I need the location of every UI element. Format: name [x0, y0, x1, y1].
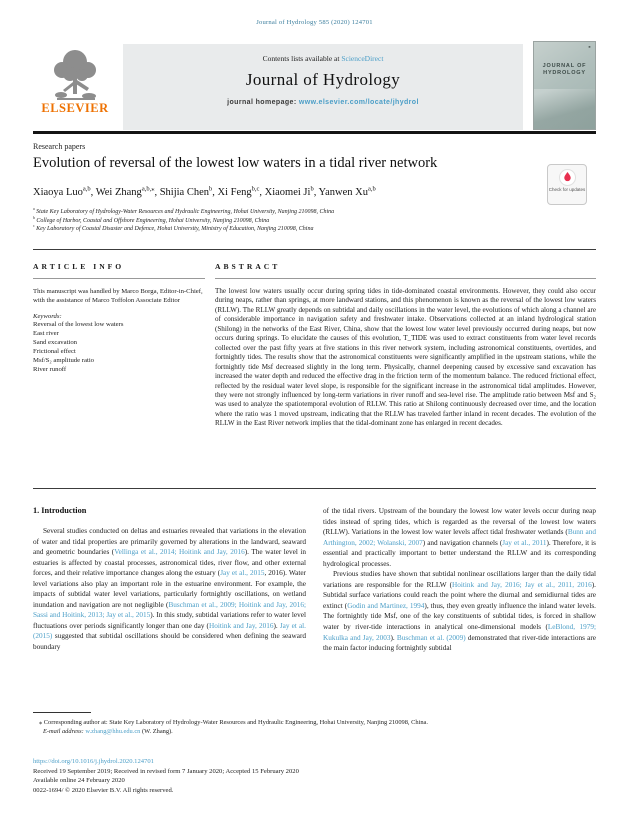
info-bottom-rule — [33, 488, 596, 489]
citation-link[interactable]: LeBlond, 1979; Kukulka and Jay, 2003 — [323, 623, 596, 642]
citation-link[interactable]: Buschman et al., 2009; Hoitink and Jay, 2016; Sassi and Hoitink, 2013; Jay et al., 2015 — [33, 600, 306, 620]
cover-top-mark: ■ — [588, 45, 591, 49]
cover-title: JOURNAL OF HYDROLOGY — [542, 63, 587, 76]
affiliations — [33, 208, 334, 234]
intro-paragraph: Several studies conducted on deltas and estuaries revealed that variations in the elevation of water and tidal properties are primarily governed by alterations in the landward, seaward and geometric boundaries (Vellinga et al., 2014; Hoitink and Jay, 2016). The water level in estuaries is affected by coastal processes, astronomical tides, river flow, and other external forces, and their relative importance changes along the estuary (Jay et al., 2015, 2016). Water level variations also play an important role in the estuarine environment. For example, the impacts of subtidal water level variations, particularly fortnightly oscillations, on wetland inundation and navigation are not negligible (Buschman et al., 2009; Hoitink and Jay, 2016; Sassi and Hoitink, 2013; Jay et al., 2015). In this study, subtidal variations refer to water level fluctuations over periods significantly longer than one day (Hoitink and Jay, 2016). Jay et al. (2015) suggested that subtidal oscillations should be considered when defining the seaward boundary — [33, 527, 306, 652]
elsevier-logo[interactable] — [33, 44, 117, 130]
keywords-label: Keywords: — [33, 313, 62, 320]
copyright-line: 0022-1694/ © 2020 Elsevier B.V. All rights reserved. — [33, 786, 174, 794]
abstract-text: The lowest low waters usually occur during spring tides in tide-dominated coastal environments. However, they could also occur during neaps, rather than springs, at more landward stations, and this phenomenon is known as the reversal of the lowest low waters (RLLW). The RLLW greatly depends on subtidal and daily oscillations in the water level, the evolutions of which along a channel are of considerable importance in navigation safety and freshwater intake. Observations collected at an inland hydrological station (Shilong) in the networks of the East River, China, show that the lowest low water level previously occurred during neaps, but now occurs during springs. To elucidate the causes of this evolution, T_TIDE was used to extract constituents from water level records collected over the past fifty years at five stations in this river network system, including astronomical constituents, overtides, and fortnightly tides. The results show that the astronomical constituents were significantly amplified in the upstream stations, while the fortnightly tide Msf decreased slightly in the long term. Physically, channel deepening caused by excessive sand excavation has increased the water depth and reduced the effective drag in the friction term of the momentum balance. The reduced frictional effect, reflected by the residual water level slope, is responsible for the significant increase in the astronomical tidal amplitudes. However, they were not strongly influenced by long-term variations in river runoff and sea-level rise. The amplitude ratio between Msf and S₂ was used to analyze the spatiotemporal evolution of RLLW. This ratio at Shilong continuously decreased over time, and the location where the ratio was 1 moved upstream, indicating that the RLLW has traveled farther inland in recent decades. The evolution of the RLLW in the East River network implies that the tidal-dominant zone has enlarged in recent decades. — [215, 287, 596, 428]
homepage-line — [123, 99, 523, 106]
citation-link[interactable]: Godin and Martinez, 1994 — [347, 601, 425, 610]
available-line: Available online 24 February 2020 — [33, 777, 125, 785]
email-suffix: (W. Zhang). — [140, 728, 173, 735]
article-title: Evolution of reversal of the lowest low waters in a tidal river network — [33, 155, 438, 171]
journal-banner — [123, 44, 523, 130]
citation-link[interactable]: Jay et al., 2015 — [220, 569, 265, 578]
handled-by-note: This manuscript was handled by Marco Borga, Editor-in-Chief, with the assistance of Marco Toffolon Associate Editor — [33, 288, 203, 304]
author-affiliation-sup: a,b — [82, 185, 91, 193]
corresponding-author-note: ⁎ Corresponding author at: State Key Laboratory of Hydrology-Water Resources and Hydraulic Engineering, Hohai University, Nanjing 210098, China. — [39, 719, 428, 726]
email-link[interactable]: w.zhang@hhu.edu.cn — [85, 728, 141, 735]
keyword-item: Sand excavation — [33, 339, 78, 346]
author-affiliation-sup: b — [209, 185, 213, 193]
masthead — [33, 44, 596, 130]
journal-title: Journal of Hydrology — [245, 70, 401, 89]
affiliation-c-text: Key Laboratory of Coastal Disaster and Defence, Hohai University, Ministry of Education, Nanjing 210098, China — [34, 226, 314, 233]
citation-link[interactable]: Bunn and Arthington, 2002; Wolanski, 2007 — [323, 528, 596, 547]
intro-paragraph-continuation: of the tidal rivers. Upstream of the boundary the lowest low water levels occur during neap tides instead of spring tides, which is regarded as the reversal of the lowest low waters (RLLW). Variations in the lowest low water levels affect tidal freshwater wetlands (Bunn and Arthington, 2002; Wolanski, 2007) and navigation channels (Jay et al., 2011). Therefore, it is essential and practically important to better understand the RLLW and its corresponding hydrological processes. — [323, 507, 596, 568]
authors-line: Xiaoya Luo$^{a,b}$, Wei Zhang$^{a,b,⁎}$, Shijia Chen$^b$, Xi Feng$^{b,c}$, Xiaomei Ji$^b$, Yanwen Xu$^{a,b}$ — [33, 185, 376, 198]
elsevier-tree-icon — [49, 46, 101, 102]
citation-link[interactable]: Hoitink and Jay, 2016; Jay et al., 2011, 2016 — [452, 580, 592, 589]
introduction-heading: 1. Introduction — [33, 506, 87, 515]
author-affiliation-sup: b,c — [251, 185, 260, 193]
citation-link[interactable]: Hoitink and Jay, 2016 — [208, 621, 274, 630]
keyword-item: River runoff — [33, 366, 67, 373]
abstract-heading: ABSTRACT — [215, 262, 281, 271]
article-info-rule — [33, 278, 205, 279]
email-label: E-mail address: — [43, 728, 84, 735]
author-affiliation-sup: a,b — [367, 185, 376, 193]
affiliation-c-sup: c — [33, 224, 35, 229]
abstract-rule — [215, 278, 596, 279]
author-affiliation-sup: a,b,⁎ — [141, 185, 155, 193]
check-for-updates-badge[interactable] — [547, 164, 587, 205]
sciencedirect-link[interactable]: ScienceDirect — [341, 54, 384, 63]
author-affiliation-sup: b — [310, 185, 314, 193]
email-line — [33, 727, 596, 736]
affiliation-a — [33, 208, 334, 217]
keyword-item: Msf/S₂ amplitude ratio — [33, 357, 95, 364]
citation-link[interactable]: Jay et al., 2011 — [502, 538, 547, 547]
homepage-prefix: journal homepage: — [227, 99, 299, 106]
keyword-item: East river — [33, 330, 59, 337]
journal-cover-thumbnail[interactable] — [533, 41, 596, 130]
citation-link[interactable]: Vellinga et al., 2014; Hoitink and Jay, 2016 — [114, 548, 245, 557]
received-line: Received 19 September 2019; Received in revised form 7 January 2020; Accepted 15 February 2020 — [33, 767, 299, 775]
cover-art — [534, 89, 595, 129]
citation-link[interactable]: Jay et al. (2015) — [33, 621, 306, 641]
intro-paragraph: Previous studies have shown that subtidal nonlinear oscillations larger than the daily tidal variations are responsible for the RLLW (Hoitink and Jay, 2016; Jay et al., 2011, 2016). Subtidal surface variations could reach the point where the diurnal and semidiurnal tides are extinct (Godin and Martinez, 1994), thus, they even greatly influence the inland water levels. The fortnightly tide Msf, one of the key constituents of subtidal tides, is forced in shallow water by river-tide interactions in analytical one-dimensional models (LeBlond, 1979; Kukulka and Jay, 2003). Buschman et al. (2009) demonstrated that river-tide interactions are the main factor inducing fortnightly subtidal — [323, 570, 596, 653]
abstract-column — [215, 253, 596, 429]
section-label: Research papers — [33, 142, 86, 151]
keyword-item: Frictional effect — [33, 348, 76, 355]
body-right-column — [323, 506, 596, 654]
update-drop-icon — [562, 171, 573, 184]
homepage-link[interactable]: www.elsevier.com/locate/jhydrol — [298, 99, 419, 106]
masthead-rule — [33, 131, 596, 134]
affiliation-b-text: College of Harbor, Coastal and Offshore Engineering, Hohai University, Nanjing 210098, China — [34, 217, 270, 224]
affiliation-b-sup: b — [33, 215, 35, 220]
footnote-block — [33, 712, 596, 736]
affiliation-a-sup: a — [33, 207, 35, 211]
body-left-column — [33, 506, 306, 653]
update-circle — [559, 169, 576, 186]
footnote-divider — [33, 712, 91, 713]
footer-block — [33, 757, 596, 795]
info-top-rule — [33, 249, 596, 250]
contents-line — [123, 44, 523, 63]
affiliation-a-text: State Key Laboratory of Hydrology-Water Resources and Hydraulic Engineering, Hohai University, Nanjing 210098, China — [34, 209, 335, 215]
citation-link[interactable]: Buschman et al. (2009) — [396, 633, 466, 642]
contents-prefix: Contents lists available at — [262, 54, 342, 63]
check-updates-label: Check for updates — [548, 187, 586, 192]
affiliation-b — [33, 215, 334, 229]
article-info-column — [33, 253, 205, 374]
article-info-heading: ARTICLE INFO — [33, 262, 125, 271]
affiliation-c — [33, 225, 334, 234]
doi-link[interactable]: https://doi.org/10.1016/j.jhydrol.2020.124701 — [33, 758, 154, 765]
keyword-item: Reversal of the lowest low waters — [33, 321, 124, 328]
elsevier-wordmark: ELSEVIER — [41, 101, 109, 115]
journal-reference: Journal of Hydrology 585 (2020) 124701 — [256, 19, 373, 26]
